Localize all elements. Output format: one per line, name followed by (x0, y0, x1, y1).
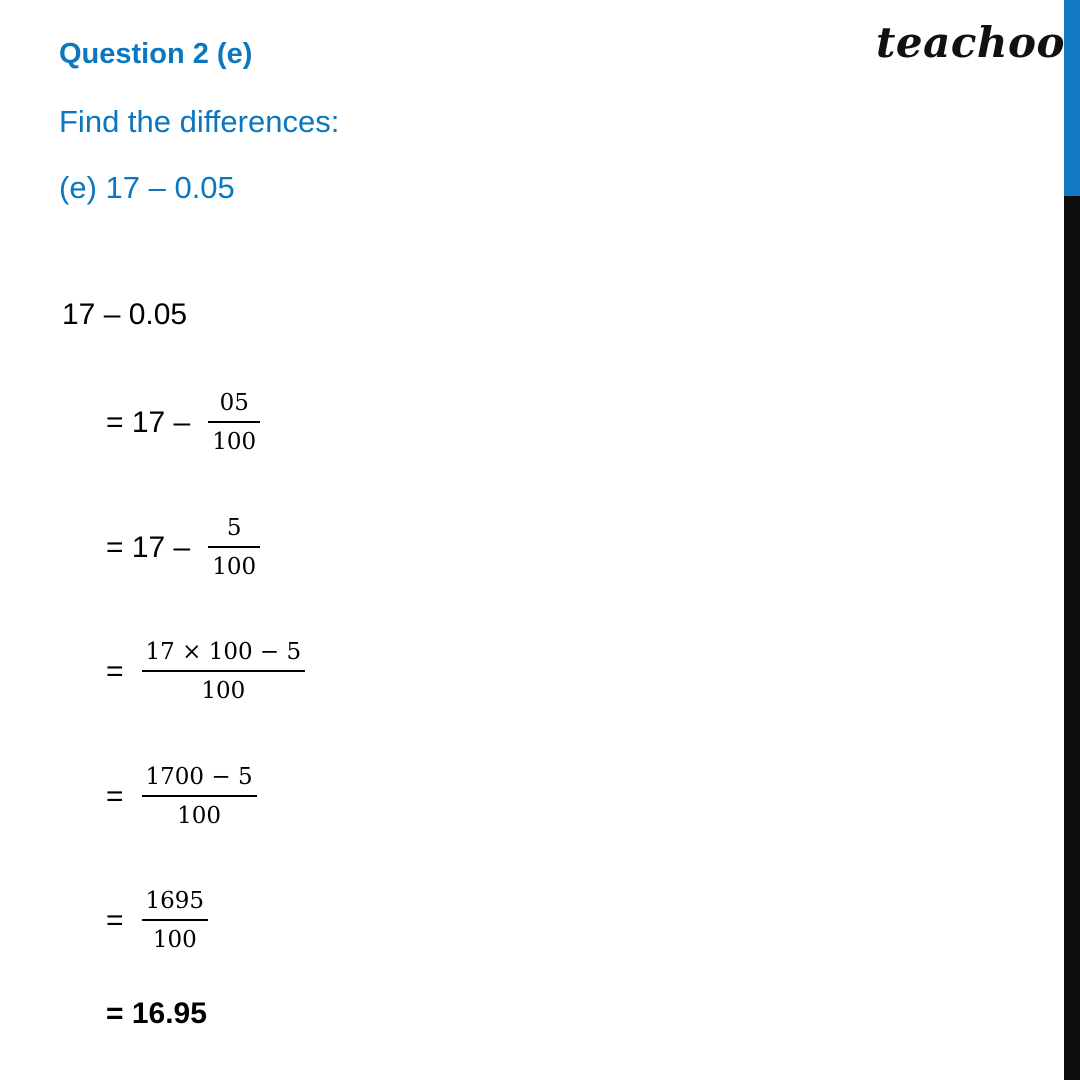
solution-step-2 (106, 517, 260, 579)
step-2-prefix: = 17 – (106, 531, 191, 564)
step-5-prefix: = (106, 904, 124, 937)
teachoo-logo: teachoo (876, 18, 1065, 67)
step-1-numerator: 05 (219, 390, 249, 416)
step-3-numerator: 17 × 100 − 5 (145, 639, 302, 665)
solution-step-4 (106, 766, 257, 828)
step-1-prefix: = 17 – (106, 406, 191, 439)
step-4-denominator: 100 (177, 803, 222, 829)
question-problem: (e) 17 – 0.05 (59, 170, 235, 205)
step-4-numerator: 1700 − 5 (145, 764, 253, 790)
step-2-numerator: 5 (226, 515, 242, 541)
solution-start-expression: 17 – 0.05 (62, 298, 188, 331)
final-answer: = 16.95 (106, 997, 207, 1030)
step-4-fraction (142, 766, 257, 828)
step-5-numerator: 1695 (145, 888, 205, 914)
step-2-fraction (208, 517, 260, 579)
step-3-denominator: 100 (201, 678, 246, 704)
step-3-prefix: = (106, 655, 124, 688)
step-3-fraction (142, 641, 306, 703)
sidebar-blue-accent (1064, 0, 1080, 196)
step-5-fraction (142, 890, 209, 952)
solution-step-3 (106, 641, 305, 703)
solution-step-1 (106, 392, 260, 454)
question-title: Question 2 (e) (59, 38, 253, 70)
step-5-denominator: 100 (152, 927, 197, 953)
step-2-denominator: 100 (212, 554, 257, 580)
step-4-prefix: = (106, 780, 124, 813)
solution-step-5 (106, 890, 208, 952)
step-1-denominator: 100 (212, 429, 257, 455)
step-1-fraction (208, 392, 260, 454)
question-instruction: Find the differences: (59, 104, 340, 139)
